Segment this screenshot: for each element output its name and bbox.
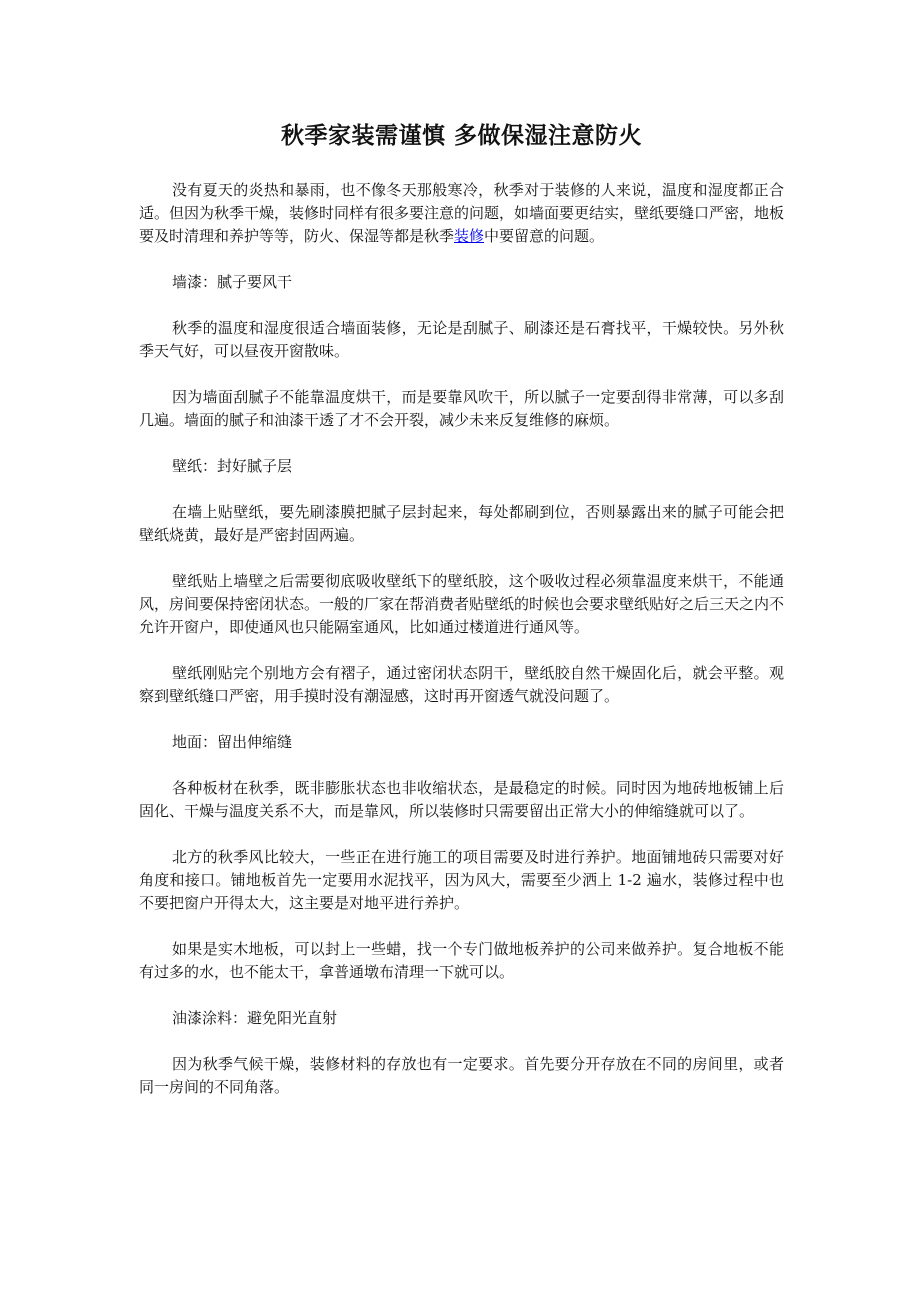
intro-text-after-link: 中要留意的问题。 <box>484 227 605 245</box>
paragraph: 壁纸贴上墙壁之后需要彻底吸收壁纸下的壁纸胶，这个吸收过程必须靠温度来烘干，不能通风，房间要保持密闭状态。一般的厂家在帮消费者贴壁纸的时候也会要求壁纸贴好之后三天之内不允许开窗户，即使通风也只能隔室通风，比如通过楼道进行通风等。 <box>139 572 785 636</box>
paragraph: 在墙上贴壁纸，要先刷漆膜把腻子层封起来，每处都刷到位，否则暴露出来的腻子可能会把壁纸烧黄，最好是严密封固两遍。 <box>139 503 784 544</box>
section-heading-floor: 地面：留出伸缩缝 <box>172 733 293 751</box>
renovation-link[interactable]: 装修 <box>454 227 485 245</box>
paragraph: 如果是实木地板，可以封上一些蜡，找一个专门做地板养护的公司来做养护。复合地板不能有过多的水，也不能太干，拿普通墩布清理一下就可以。 <box>139 940 784 981</box>
document-page <box>139 0 784 1122</box>
section-heading-wall-paint: 墙漆：腻子要风干 <box>172 273 293 291</box>
paragraph: 各种板材在秋季，既非膨胀状态也非收缩状态，是最稳定的时候。同时因为地砖地板铺上后固化、干燥与温度关系不大，而是靠风，所以装修时只需要留出正常大小的伸缩缝就可以了。 <box>139 779 784 820</box>
paragraph: 因为秋季气候干燥，装修材料的存放也有一定要求。首先要分开存放在不同的房间里，或者同一房间的不同角落。 <box>139 1055 784 1096</box>
document-title: 秋季家装需谨慎 多做保湿注意防火 <box>280 123 642 149</box>
paragraph: 因为墙面刮腻子不能靠温度烘干，而是要靠风吹干，所以腻子一定要刮得非常薄，可以多刮几遍。墙面的腻子和油漆干透了才不会开裂，减少未来反复维修的麻烦。 <box>139 388 784 429</box>
paragraph: 秋季的温度和湿度很适合墙面装修，无论是刮腻子、刷漆还是石膏找平，干燥较快。另外秋季天气好，可以昼夜开窗散味。 <box>139 319 784 360</box>
paragraph: 北方的秋季风比较大，一些正在进行施工的项目需要及时进行养护。地面铺地砖只需要对好角度和接口。铺地板首先一定要用水泥找平，因为风大，需要至少洒上 1-2 遍水，装修过程中也不要把窗户开得太大，这主要是对地平进行养护。 <box>139 848 784 912</box>
section-heading-wallpaper: 壁纸：封好腻子层 <box>172 457 293 475</box>
intro-text-before-link: 没有夏天的炎热和暴雨，也不像冬天那般寒冷，秋季对于装修的人来说，温度和湿度都正合适。但因为秋季干燥，装修时同样有很多要注意的问题，如墙面要更结实，壁纸要缝口严密，地板要及时清理和养护等等，防火、保湿等都是秋季 <box>139 181 785 245</box>
paragraph: 壁纸刚贴完个别地方会有褶子，通过密闭状态阴干，壁纸胶自然干燥固化后，就会平整。观察到壁纸缝口严密，用手摸时没有潮湿感，这时再开窗透气就没问题了。 <box>139 664 784 705</box>
intro-paragraph <box>139 179 784 248</box>
document-body <box>139 179 784 1099</box>
section-heading-paint-coatings: 油漆涂料：避免阳光直射 <box>172 1009 338 1027</box>
